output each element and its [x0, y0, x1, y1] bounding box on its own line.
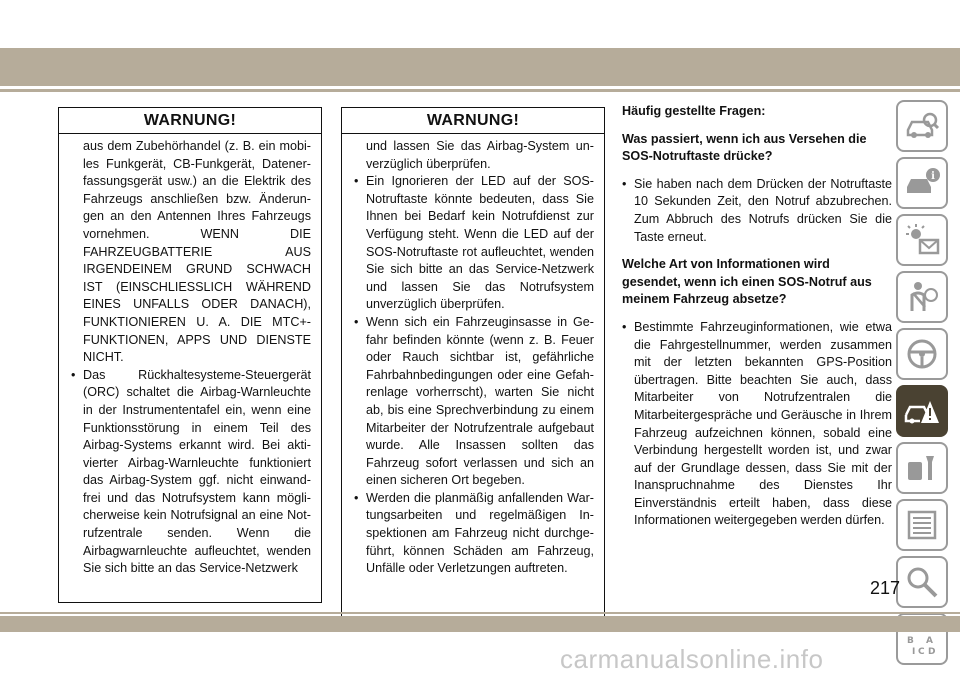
seatbelt-airbag-icon — [904, 279, 940, 315]
warning-title: WARNUNG! — [59, 108, 321, 134]
warning-paragraph: und lassen Sie das Airbag-System unverzüglich überprüfen. — [366, 139, 594, 171]
warning-bullet: • Wenn sich ein Fahrzeuginsasse in Gefahr befinden könnte (wenn z. B. Feuer oder Rauch sichtbar ist, gefährliche Fahrbahnbedingungen oder eine Gefahrenlage vorherrscht), warten Sie nicht ab, bis eine Sprechverbindung zu einem Mitarbeiter der Notrufzentrale aufgebaut wurde. Alle Insassen sollten das Fahrzeug sofort verlassen und sich an einen sicheren Ort begeben. — [354, 314, 594, 490]
svg-text:C: C — [918, 647, 925, 657]
svg-text:I: I — [912, 647, 916, 657]
svg-text:D: D — [928, 647, 936, 657]
warning-title: WARNUNG! — [342, 108, 604, 134]
warning-box-left — [58, 107, 322, 603]
tab-multimedia[interactable] — [896, 499, 948, 551]
warning-bullet: • Ein Ignorieren der LED auf der SOS-Notruftaste könnte bedeuten, dass Sie Ihnen bei Bedarf kein Notrufdienst zur Verfügung steht. Wenn die LED auf der SOS-Notruftaste rot aufleuchtet, wenden Sie sich bitte an das Service-Netzwerk und lassen Sie das Notrufsystem unverzüglich überprüfen. — [354, 173, 594, 314]
bottom-band-line — [0, 612, 960, 614]
bottom-band — [0, 616, 960, 632]
svg-text:A: A — [926, 636, 933, 646]
tab-safety[interactable] — [896, 271, 948, 323]
car-info-icon — [904, 165, 940, 201]
tab-car-search[interactable] — [896, 100, 948, 152]
tab-car-info[interactable] — [896, 157, 948, 209]
page-number: 217 — [869, 578, 900, 598]
faq-heading: Häufig gestellte Fragen: — [622, 104, 766, 118]
svg-text:B: B — [907, 636, 914, 646]
faq-question: Welche Art von Informationen wird gesendet, wenn ich einen SOS-Notruf aus meinem Fahrzeug absetze? — [622, 257, 872, 307]
tab-service[interactable] — [896, 442, 948, 494]
svg-text:i: i — [931, 171, 935, 182]
faq-answer: • Bestimmte Fahrzeuginformationen, wie etwa die Fahrgestellnummer, werden zusammen mit der letzten bekannten GPS-Position übertragen. Bitte beachten Sie auch, dass Mitarbeiter von Notrufzentralen die Mitarbeitergespräche und Geräusche in Ihrem Fahrzeug aufzeichnen können, sobald eine Verbindung hergestellt worden ist, und zwar auf der Grundlage dessen, dass Sie mit der Inanspruchnahme des Dienstes Ihr Einverständnis erteilt haben, dass diese Informationen weitergegeben werden dürfen. — [622, 319, 892, 530]
faq-question: Was passiert, wenn ich aus Versehen die SOS-Notruftaste drücke? — [622, 131, 867, 164]
faq-column — [622, 103, 892, 540]
chapter-tabs — [896, 100, 956, 670]
tab-emergency[interactable] — [896, 385, 948, 437]
warning-box-middle — [341, 107, 605, 629]
warning-bullet: • Werden die planmäßig anfallenden Wartungsarbeiten und regelmäßigen Inspektionen am Fahrzeug nicht durchgeführt, können Schäden am Fahrzeug, Unfälle oder Verletzungen auftreten. — [354, 490, 594, 578]
tab-warning-lights[interactable] — [896, 214, 948, 266]
search-icon — [904, 564, 940, 600]
top-band — [0, 48, 960, 86]
faq-answer: • Sie haben nach dem Drücken der Notruftaste 10 Sekunden Zeit, den Notruf abzubrechen. Zum Abbruch des Notrufs drücken Sie die Taste erneut. — [622, 176, 892, 246]
tab-driving[interactable] — [896, 328, 948, 380]
warning-bullet: • Das Rückhaltesysteme-Steuergerät (ORC) schaltet die Airbag-Warnleuchte in der Instrumententafel ein, wenn eine Funktionsstörung in einem Teil des Airbag-Systems erkannt wird. Bei aktivierter Airbag-Warnleuchte funktioniert das Airbag-System ggf. nicht einwandfrei und das Notrufsystem kann möglicherweise kein Notrufsignal an eine Notrufzentrale senden. Wenn die Airbagwarnleuchte aufleuchtet, wenden Sie sich bitte an das Service-Netzwerk — [71, 367, 311, 578]
watermark: carmanualsonline.info — [560, 644, 824, 674]
warning-paragraph: aus dem Zubehörhandel (z. B. ein mobiles Funkgerät, CB-Funkgerät, Datenerfassungsgerät usw.) an die Elektrik des Fahrzeugs anschließen bzw. Änderungen an den Antennen Ihres Fahrzeugs vornehmen. WENN DIE FAHRZEUGBATTERIE AUS IRGENDEINEM GRUND SCHWACH IST (EINSCHLIESSLICH WÄHREND EINES UNFALLS ODER DANACH), FUNKTIONIEREN U. A. DIE MTC+-FUNKTIONEN, APPS UND DIENSTE NICHT. — [83, 139, 311, 365]
top-band-line — [0, 89, 960, 92]
multimedia-icon — [904, 507, 940, 543]
steering-wheel-icon — [904, 336, 940, 372]
car-hazard-icon — [904, 393, 940, 429]
tab-search[interactable] — [896, 556, 948, 608]
tools-icon — [904, 450, 940, 486]
car-search-icon — [904, 108, 940, 144]
warning-light-message-icon — [904, 222, 940, 258]
